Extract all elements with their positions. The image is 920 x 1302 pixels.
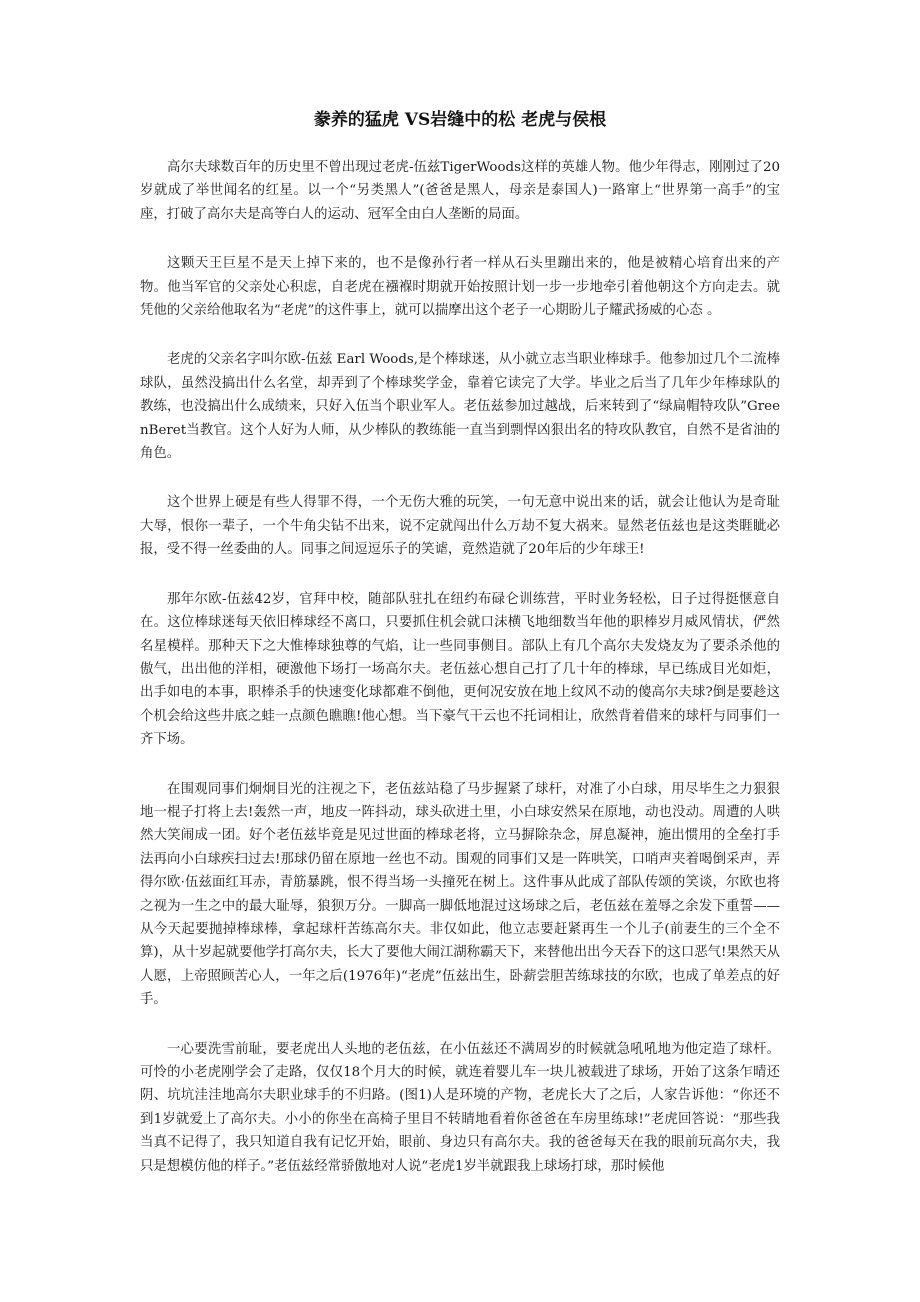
document-title: 豢养的猛虎 VS岩缝中的松 老虎与侯根 xyxy=(313,110,607,130)
paragraph-2: 这颗天王巨星不是天上掉下来的，也不是像孙行者一样从石头里蹦出来的，他是被精心培育出来的产物。他当军官的父亲处心积虑，自老虎在襁褓时期就开始按照计划一步一步地牵引着他朝这个方向走去。就凭他的父亲给他取名为“老虎”的这件事上，就可以揣摩出这个老子一心期盼儿子耀武扬威的心态 。 xyxy=(140,256,780,319)
paragraph-3: 老虎的父亲名字叫尔欧-伍兹 Earl Woods,是个棒球迷，从小就立志当职业棒球手。他参加过几个二流棒球队，虽然没搞出什么名堂，却弄到了个棒球奖学金，靠着它读完了大学。毕业之后当了几年少年棒球队的教练，也没搞出什么成绩来，只好入伍当个职业军人。老伍兹参加过越战，后来转到了“绿扁帽特攻队”GreenBeret当教官。这个人好为人师，从少棒队的教练能一直当到剽悍凶狠出名的特攻队教官，自然不是省油的角色。 xyxy=(140,352,780,462)
paragraph-4: 这个世界上硬是有些人得罪不得，一个无伤大雅的玩笑，一句无意中说出来的话，就会让他认为是奇耻大辱，恨你一辈子，一个牛角尖钻不出来，说不定就闯出什么万劫不复大祸来。显然老伍兹也是这类睚眦必报，受不得一丝委曲的人。同事之间逗逗乐子的笑谑，竟然造就了20年后的少年球王! xyxy=(140,495,780,558)
paragraph-7: 一心要洗雪前耻，要老虎出人头地的老伍兹，在小伍兹还不满周岁的时候就急吼吼地为他定造了球杆。可怜的小老虎刚学会了走路，仅仅18个月大的时候，就连着婴儿车一块儿被载进了球场，开始了这条乍晴还阴、坑坑洼洼地高尔夫职业球手的不归路。(图1)人是环境的产物，老虎长大了之后，人家告诉他：“你还不到1岁就爱上了高尔夫。小小的你坐在高椅子里目不转睛地看着你爸爸在车房里练球!”老虎回答说：“那些我当真不记得了，我只知道自我有记忆开始，眼前、身边只有高尔夫。我的爸爸每天在我的眼前玩高尔夫，我只是想模仿他的样子。”老伍兹经常骄傲地对人说“老虎1岁半就跟我上球场打球，那时候他 xyxy=(140,1041,780,1174)
paragraph-5: 那年尔欧-伍兹42岁，官拜中校，随部队驻扎在纽约布碌仑训练营，平时业务轻松，日子过得挺惬意自在。这位棒球迷每天依旧棒球经不离口，只要抓住机会就口沫横飞地细数当年他的职棒岁月威风情状，俨然名星模样。那种天下之大惟棒球独尊的气焰，让一些同事侧目。部队上有几个高尔夫发烧友为了要杀杀他的傲气，出出他的洋相，硬激他下场打一场高尔夫。老伍兹心想自己打了几十年的棒球，早已练成目光如炬，出手如电的本事，职棒杀手的快速变化球都难不倒他，更何况安放在地上纹风不动的傻高尔夫球?倒是要趁这个机会给这些井底之蛙一点颜色瞧瞧!他心想。当下豪气干云也不托词相让，欣然背着借来的球杆与同事们一齐下场。 xyxy=(140,591,780,748)
document-page xyxy=(140,108,780,1178)
paragraph-1: 高尔夫球数百年的历史里不曾出现过老虎-伍兹TigerWoods这样的英雄人物。他少年得志，刚刚过了20岁就成了举世闻名的红星。以一个“另类黑人”(爸爸是黑人，母亲是泰国人)一路窜上“世界第一高手”的宝座，打破了高尔夫是高等白人的运动、冠军全由白人垄断的局面。 xyxy=(140,160,780,222)
paragraph-6: 在围观同事们炯炯目光的注视之下，老伍兹站稳了马步握紧了球杆，对准了小白球，用尽毕生之力狠狠地一棍子打将上去!轰然一声，地皮一阵抖动，球头砍进土里，小白球安然呆在原地，动也没动。周遭的人哄然大笑闹成一团。好个老伍兹毕竟是见过世面的棒球老将，立马摒除杂念，屏息凝神，施出惯用的全垒打手法再向小白球疾扫过去!那球仍留在原地一丝也不动。围观的同事们又是一阵哄笑，口哨声夹着喝倒采声，弄得尔欧·伍兹面红耳赤，青筋暴跳，恨不得当场一头撞死在树上。这件事从此成了部队传颂的笑谈，尔欧也将之视为一生之中的最大耻辱，狼狈万分。一脚高一脚低地混过这场球之后，老伍兹在羞辱之余发下重誓——从今天起要抛掉棒球棒，拿起球杆苦练高尔夫。非仅如此，他立志要赶紧再生一个儿子(前妻生的三个全不算)，从十岁起就要他学打高尔夫，长大了要他大闹江湖称霸天下，来替他出出今天吞下的这口恶气!果然天从人愿，上帝照顾苦心人，一年之后(1976年)“老虎”伍兹出生，卧薪尝胆苦练球技的尔欧，也成了单差点的好手。 xyxy=(140,781,780,1008)
